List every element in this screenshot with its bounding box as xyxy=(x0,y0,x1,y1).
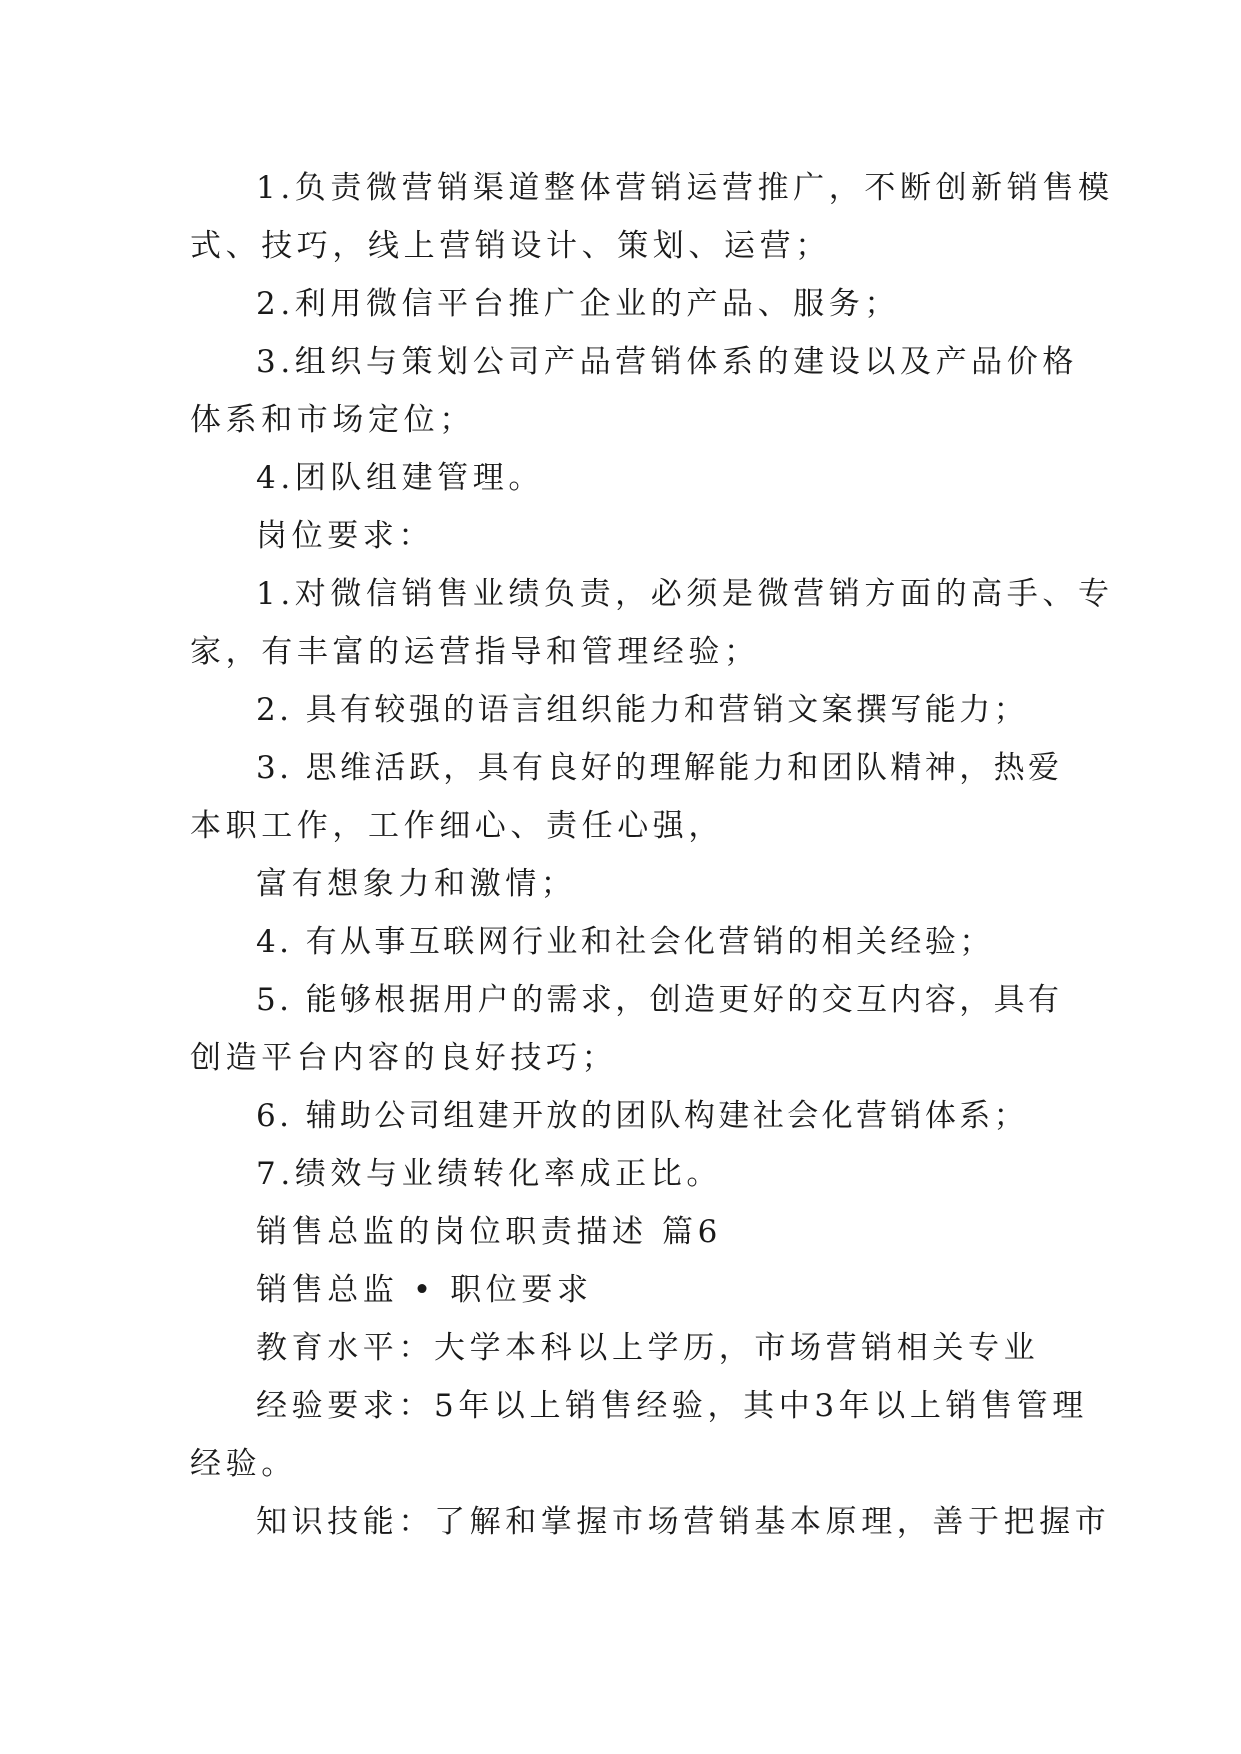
subsection-heading: 销售总监 • 职位要求 xyxy=(256,1272,593,1308)
requirement-item-1-continued: 家，有丰富的运营指导和管理经验； xyxy=(190,634,760,670)
requirement-item-4: 4. 有从事互联网行业和社会化营销的相关经验； xyxy=(256,924,994,960)
section-heading-requirements: 岗位要求： xyxy=(256,518,434,554)
requirement-item-3-continued: 本职工作，工作细心、责任心强， xyxy=(190,808,724,844)
experience-requirement: 经验要求：5年以上销售经验，其中3年以上销售管理 xyxy=(256,1388,1088,1424)
education-requirement: 教育水平：大学本科以上学历，市场营销相关专业 xyxy=(256,1330,1040,1366)
requirement-item-3-continued-2: 富有想象力和激情； xyxy=(256,866,577,902)
requirement-item-3: 3. 思维活跃，具有良好的理解能力和团队精神，热爱 xyxy=(256,750,1063,786)
list-item-3-continued: 体系和市场定位； xyxy=(190,402,475,438)
list-item-1-continued: 式、技巧，线上营销设计、策划、运营； xyxy=(190,228,831,264)
requirement-item-2: 2. 具有较强的语言组织能力和营销文案撰写能力； xyxy=(256,692,1029,728)
list-item-3: 3.组织与策划公司产品营销体系的建设以及产品价格 xyxy=(256,344,1078,380)
section-title: 销售总监的岗位职责描述 篇6 xyxy=(256,1214,722,1250)
requirement-item-5: 5. 能够根据用户的需求，创造更好的交互内容，具有 xyxy=(256,982,1063,1018)
requirement-item-7: 7.绩效与业绩转化率成正比。 xyxy=(256,1156,722,1192)
list-item-4: 4.团队组建管理。 xyxy=(256,460,544,496)
requirement-item-5-continued: 创造平台内容的良好技巧； xyxy=(190,1040,618,1076)
list-item-1: 1.负责微营销渠道整体营销运营推广，不断创新销售模 xyxy=(256,170,1114,206)
experience-requirement-continued: 经验。 xyxy=(190,1446,297,1482)
requirement-item-1: 1.对微信销售业绩负责，必须是微营销方面的高手、专 xyxy=(256,576,1114,612)
list-item-2: 2.利用微信平台推广企业的产品、服务； xyxy=(256,286,900,322)
skills-requirement: 知识技能：了解和掌握市场营销基本原理，善于把握市 xyxy=(256,1504,1111,1540)
requirement-item-6: 6. 辅助公司组建开放的团队构建社会化营销体系； xyxy=(256,1098,1029,1134)
